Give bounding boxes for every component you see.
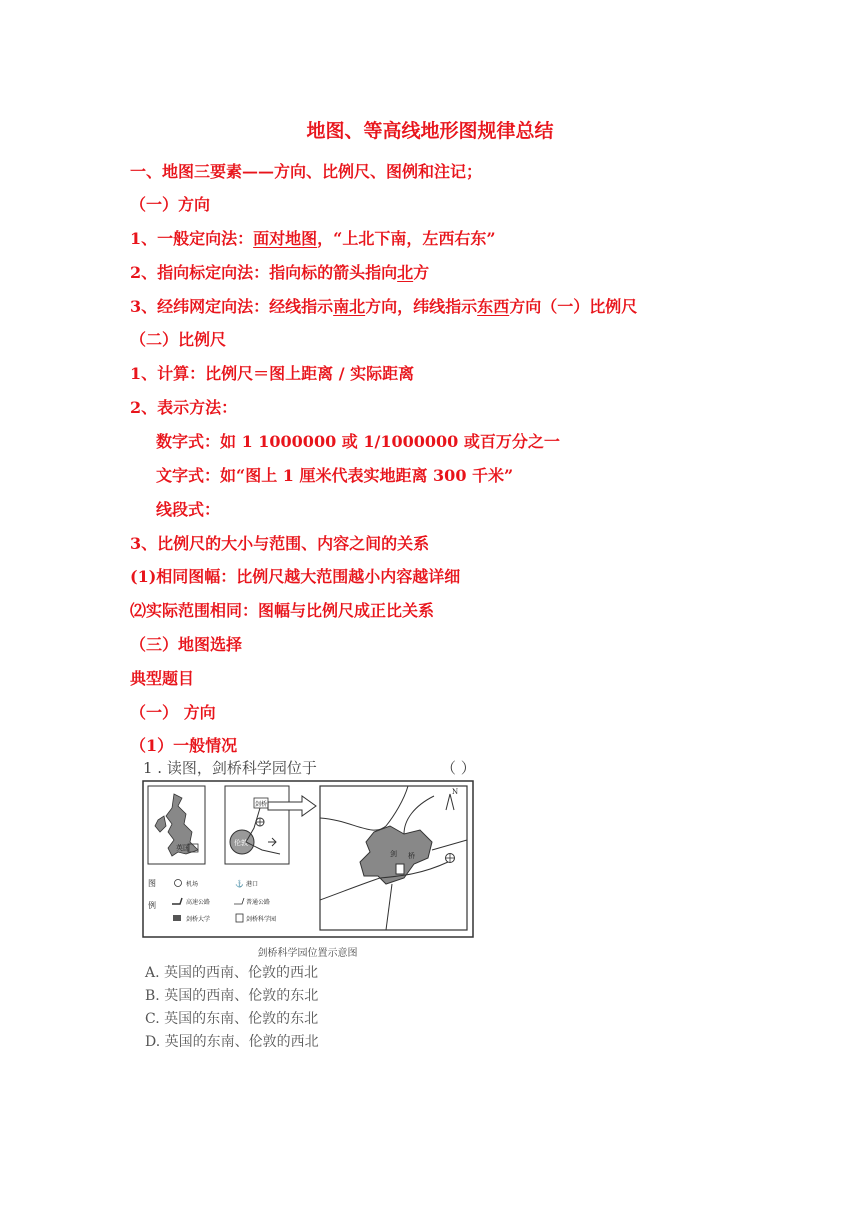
subsection-direction: （一）方向 bbox=[130, 195, 211, 214]
option-a: A. 英国的西南、伦敦的西北 bbox=[145, 965, 319, 981]
scale-same-size: (1)相同图幅：比例尺越大范围越小内容越详细 bbox=[130, 567, 461, 586]
rule-general-orientation bbox=[130, 226, 496, 249]
subsection-map-choice: （三）地图选择 bbox=[130, 635, 243, 654]
scale-relationship: 3、比例尺的大小与范围、内容之间的关系 bbox=[130, 534, 430, 553]
north-label: N bbox=[452, 788, 459, 796]
rule-grid-orientation bbox=[130, 294, 637, 317]
section-heading-map-elements: 一、地图三要素——方向、比例尺、图例和注记； bbox=[130, 162, 483, 181]
legend-science-park: 剑桥科学园 bbox=[246, 916, 277, 923]
legend-university-icon bbox=[173, 915, 181, 921]
rule-text: 3、经纬网定向法：经线指示 bbox=[130, 297, 334, 316]
page-title: 地图、等高线地形图规律总结 bbox=[306, 120, 554, 142]
legend-road-icon bbox=[234, 898, 244, 904]
legend-title-1: 图 bbox=[148, 879, 156, 888]
question-text: 1 . 读图，剑桥科学园位于 bbox=[143, 759, 317, 777]
typical-questions-heading: 典型题目 bbox=[130, 669, 195, 688]
subsection-scale: （二）比例尺 bbox=[130, 330, 227, 349]
rule-text: 1、一般定向法： bbox=[130, 229, 254, 248]
rule-text: ，“上北下南，左西右东” bbox=[317, 229, 496, 248]
answer-blank: （ ） bbox=[441, 759, 476, 777]
cambridge-label: 剑桥 bbox=[255, 801, 268, 808]
legend-airport: 机场 bbox=[186, 881, 199, 888]
scale-line: 线段式： bbox=[156, 500, 221, 519]
legend-port-icon: ⚓ bbox=[235, 880, 244, 888]
underlined-term: 南北 bbox=[333, 297, 366, 316]
detail-label-2: 桥 bbox=[408, 852, 415, 860]
london-label: 伦敦 bbox=[234, 839, 248, 847]
legend-airport-icon bbox=[175, 880, 182, 887]
uk-label: 英国 bbox=[176, 844, 190, 852]
science-park-icon bbox=[396, 864, 404, 874]
underlined-term: 面对地图 bbox=[253, 229, 318, 248]
legend-science-park-icon bbox=[236, 914, 243, 922]
question-subgroup-general: （1）一般情况 bbox=[130, 736, 238, 755]
detail-label-1: 剑 bbox=[390, 850, 397, 858]
figure-caption: 剑桥科学园位置示意图 bbox=[257, 948, 358, 959]
scale-text: 文字式：如“图上 1 厘米代表实地距离 300 千米” bbox=[156, 466, 514, 485]
option-d: D. 英国的东南、伦敦的西北 bbox=[145, 1034, 319, 1050]
underlined-term: 北 bbox=[397, 263, 414, 282]
underlined-term: 东西 bbox=[477, 297, 510, 316]
legend-highway-icon bbox=[172, 898, 182, 904]
legend-road: 普通公路 bbox=[246, 899, 271, 906]
legend-title-2: 例 bbox=[148, 901, 156, 910]
option-b: B. 英国的西南、伦敦的东北 bbox=[145, 988, 319, 1004]
scale-representation: 2、表示方法： bbox=[130, 398, 238, 417]
legend-highway: 高速公路 bbox=[186, 899, 211, 906]
legend-university: 剑桥大学 bbox=[186, 916, 211, 923]
rule-text: 2、指向标定向法：指向标的箭头指向 bbox=[130, 263, 398, 282]
scale-numeric: 数字式：如 1 1000000 或 1/1000000 或百万分之一 bbox=[156, 432, 560, 451]
rule-text: 方向，纬线指示 bbox=[365, 297, 478, 316]
rule-text: 方向（一）比例尺 bbox=[509, 297, 638, 316]
scale-calculation: 1、计算：比例尺＝图上距离 / 实际距离 bbox=[130, 364, 415, 383]
cambridge-location-figure bbox=[142, 780, 474, 938]
rule-text: 方 bbox=[413, 263, 430, 282]
legend-port: 港口 bbox=[246, 881, 259, 888]
scale-same-range: ⑵实际范围相同：图幅与比例尺成正比关系 bbox=[130, 601, 435, 620]
option-c: C. 英国的东南、伦敦的东北 bbox=[145, 1011, 319, 1027]
rule-compass-orientation bbox=[130, 260, 429, 283]
question-group-direction: （一） 方向 bbox=[130, 703, 216, 722]
